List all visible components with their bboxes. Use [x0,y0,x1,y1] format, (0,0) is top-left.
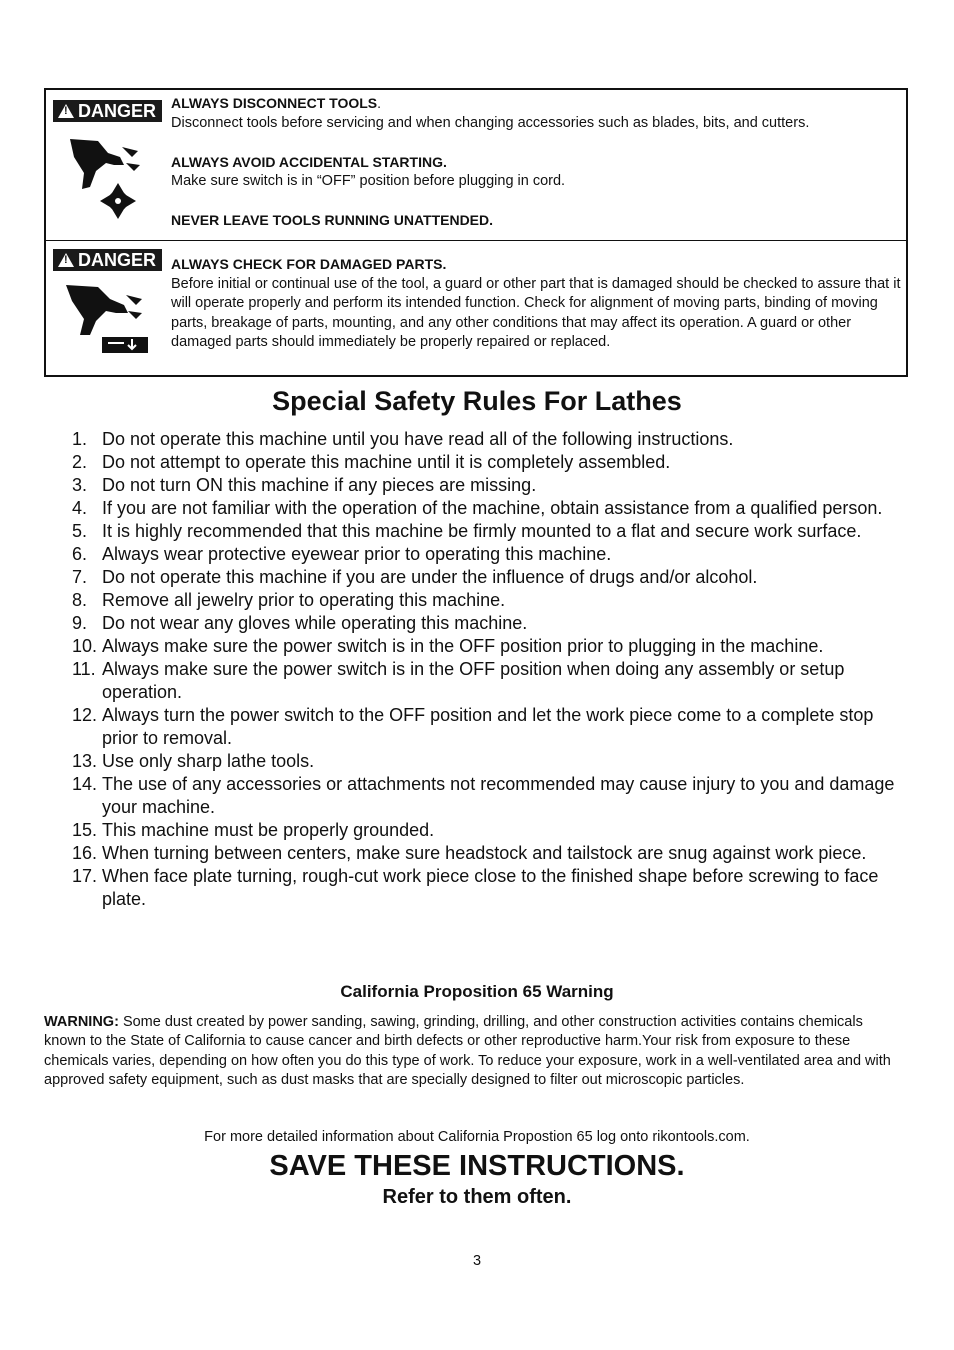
rule-text: Always make sure the power switch is in the OFF position prior to plugging in the machine. [102,636,824,656]
warning-body: Before initial or continual use of the tool, a guard or other part that is damaged should be checked to assure that it will operate properly and perform its intended function. Check for alignment of moving parts, binding of moving parts, breakage of parts, mounting, and any other conditions that may affect its operation. A guard or other damaged parts should immediately be properly repaired or replaced. [171,275,901,350]
prop65-warning [44,1013,908,1090]
rule-item [64,543,904,566]
danger-badge: ! DANGER [53,249,162,271]
rule-item [64,773,904,819]
rule-number: 3. [72,475,88,495]
rule-number: 15. [72,820,98,840]
rule-number: 1. [72,429,88,449]
rule-number: 12. [72,705,98,725]
danger-box-damaged-parts [44,240,908,377]
hand-blade-disconnect-icon [66,135,148,223]
rule-text: Do not attempt to operate this machine until it is completely assembled. [102,452,671,472]
rule-number: 13. [72,751,98,771]
rule-text: Always turn the power switch to the OFF position and let the work piece come to a complete stop prior to removal. [102,705,874,748]
warning-heading: ALWAYS DISCONNECT TOOLS. [171,95,382,111]
rule-text: Always make sure the power switch is in the OFF position when doing any assembly or setup operation. [102,659,845,702]
warning-text-1 [171,94,902,231]
rule-text: Do not operate this machine until you have read all of the following instructions. [102,429,734,449]
rule-number: 5. [72,521,88,541]
prop65-title: California Proposition 65 Warning [340,982,614,1001]
warning-body: Disconnect tools before servicing and when changing accessories such as blades, bits, and cutters. [171,114,810,131]
warning-body: Make sure switch is in “OFF” position before plugging in cord. [171,173,566,189]
rule-number: 2. [72,452,88,472]
rule-number: 11. [72,659,96,679]
rule-number: 7. [72,567,88,587]
rule-item [64,497,904,520]
warning-text-2 [171,255,902,353]
rule-item [64,704,904,750]
rule-item [64,842,904,865]
rule-item [64,865,904,911]
rule-number: 10. [72,636,98,656]
danger-box-disconnect [44,88,908,241]
more-info-text: For more detailed information about California Propostion 65 log onto rikontools.com. [204,1129,750,1145]
rule-text: If you are not familiar with the operation of the machine, obtain assistance from a qualified person. [102,498,883,518]
rule-text: Do not operate this machine if you are under the influence of drugs and/or alcohol. [102,567,758,587]
rule-number: 14. [72,774,98,794]
rule-number: 4. [72,498,88,518]
save-instructions-heading: SAVE THESE INSTRUCTIONS. [269,1150,685,1182]
warning-heading: ALWAYS CHECK FOR DAMAGED PARTS. [171,256,447,272]
rule-text: Remove all jewelry prior to operating this machine. [102,590,506,610]
rule-text: When turning between centers, make sure headstock and tailstock are snug against work piece. [102,843,867,863]
rule-text: Use only sharp lathe tools. [102,751,315,771]
rule-text: When face plate turning, rough-cut work piece close to the finished shape before screwing to face plate. [102,866,879,909]
rule-item [64,520,904,543]
warning-triangle-icon [58,253,74,267]
warning-label: WARNING: [44,1014,119,1030]
page-number: 3 [472,1253,482,1269]
rule-number: 16. [72,843,98,863]
danger-badge: ! DANGER [53,100,162,122]
rule-item [64,612,904,635]
rule-number: 8. [72,590,88,610]
rule-text: Always wear protective eyewear prior to operating this machine. [102,544,612,564]
rule-number: 9. [72,613,88,633]
page-title: Special Safety Rules For Lathes [272,386,682,416]
rule-item [64,474,904,497]
rule-item [64,589,904,612]
rule-item [64,428,904,451]
rule-item [64,658,904,704]
rule-item [64,566,904,589]
rule-text: Do not turn ON this machine if any pieces are missing. [102,475,537,495]
warning-heading: NEVER LEAVE TOOLS RUNNING UNATTENDED. [171,212,494,228]
warning-heading: ALWAYS AVOID ACCIDENTAL STARTING. [171,153,447,170]
hand-damaged-part-icon [66,281,156,357]
rule-text: This machine must be properly grounded. [102,820,435,840]
rule-text: Do not wear any gloves while operating this machine. [102,613,528,633]
rule-text: The use of any accessories or attachments not recommended may cause injury to you and damage your machine. [102,774,895,817]
rule-item [64,635,904,658]
rule-number: 17. [72,866,98,886]
refer-subheading: Refer to them often. [382,1186,572,1208]
rule-item [64,451,904,474]
rule-text: It is highly recommended that this machine be firmly mounted to a flat and secure work surface. [102,521,862,541]
safety-rules-list [64,428,904,911]
warning-text: Some dust created by power sanding, sawing, grinding, drilling, and other construction activities contains chemicals known to the State of California to cause cancer and birth defects or other reproductive harm.Your risk from exposure to these chemicals varies, depending on how often you do this type of work. To reduce your exposure, work in a well-ventilated area and with approved safety equipment, such as dust masks that are specially designed to filter out microscopic particles. [44,1014,891,1088]
rule-item [64,819,904,842]
rule-item [64,750,904,773]
warning-triangle-icon [58,104,74,118]
rule-number: 6. [72,544,88,564]
